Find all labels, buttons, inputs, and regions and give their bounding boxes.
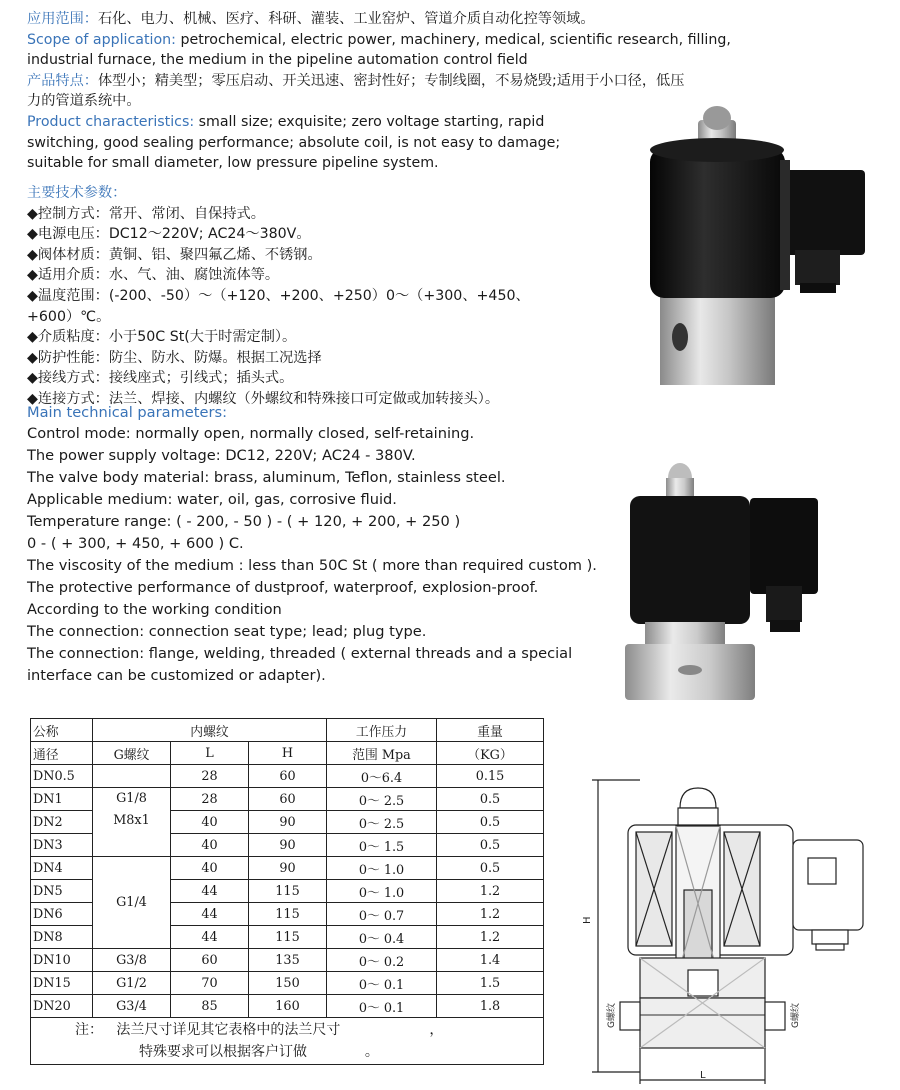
- param-en-item: 0 - ( + 300, + 450, + 600 ) C.: [27, 535, 244, 552]
- scope-cn-label: 应用范围：: [27, 11, 98, 27]
- scope-en-label: Scope of application:: [27, 31, 176, 48]
- cell-l: 44: [171, 903, 249, 926]
- cell-pressure: 0～ 0.2: [327, 949, 437, 972]
- feat-en-text: small size; exquisite; zero voltage starting, rapid: [194, 113, 545, 130]
- cell-weight: 1.2: [437, 903, 544, 926]
- header-l: L: [171, 742, 249, 765]
- header-pressure-1: 工作压力: [327, 719, 437, 742]
- param-cn-item: ◆介质粘度：小于50C St(大于时需定制）。: [27, 329, 297, 346]
- param-en-item: The connection: connection seat type; lead; plug type.: [27, 623, 427, 640]
- param-en-item: The power supply voltage: DC12, 220V; AC24 - 380V.: [27, 447, 416, 464]
- note-line-1: [31, 1019, 543, 1041]
- feat-cn-line: [27, 71, 827, 92]
- table-header-row: [31, 719, 544, 742]
- spec-table: [30, 718, 544, 1065]
- param-cn-item: ◆接线方式：接线座式；引线式；插头式。: [27, 370, 294, 387]
- cell-weight: 1.2: [437, 880, 544, 903]
- cell-pressure: 0～6.4: [327, 765, 437, 788]
- cell-pressure: 0～ 2.5: [327, 788, 437, 811]
- cell-l: 60: [171, 949, 249, 972]
- table-row: [31, 765, 544, 788]
- table-row: [31, 995, 544, 1018]
- note-text-1: 法兰尺寸详见其它表格中的法兰尺寸: [116, 1022, 341, 1038]
- header-g: G螺纹: [93, 742, 171, 765]
- cell-l: 85: [171, 995, 249, 1018]
- note-suffix-1: ，: [429, 1022, 444, 1038]
- param-en-item: The valve body material: brass, aluminum, Teflon, stainless steel.: [27, 469, 506, 486]
- cell-h: 60: [249, 765, 327, 788]
- cell-h: 90: [249, 857, 327, 880]
- note-prefix: 注：: [75, 1022, 103, 1038]
- param-cn-item: ◆连接方式：法兰、焊接、内螺纹（外螺纹和特殊接口可定做或加转接头）。: [27, 390, 500, 407]
- scope-en-text: petrochemical, electric power, machinery, medical, scientific research, filling,: [175, 31, 731, 48]
- cell-g: [93, 765, 171, 788]
- table-row: [31, 972, 544, 995]
- cell-weight: 1.8: [437, 995, 544, 1018]
- cell-g-group: [93, 788, 171, 857]
- cell-l: 40: [171, 811, 249, 834]
- param-en-item: Control mode: normally open, normally closed, self-retaining.: [27, 425, 475, 442]
- scope-en-line: [27, 30, 827, 51]
- cell-weight: 0.15: [437, 765, 544, 788]
- param-en-item: According to the working condition: [27, 601, 282, 618]
- cell-l: 28: [171, 788, 249, 811]
- cell-h: 115: [249, 880, 327, 903]
- param-en-item: The protective performance of dustproof, waterproof, explosion-proof.: [27, 579, 539, 596]
- header-pressure-2: 范围 Mpa: [327, 742, 437, 765]
- cell-dn: DN10: [31, 949, 93, 972]
- note-line-2: [31, 1041, 543, 1063]
- label-l: L: [700, 1070, 706, 1081]
- cell-pressure: 0～ 0.7: [327, 903, 437, 926]
- cell-weight: 1.2: [437, 926, 544, 949]
- valve-photo-small: [600, 458, 860, 703]
- cell-pressure: 0～ 0.1: [327, 972, 437, 995]
- cell-dn: DN5: [31, 880, 93, 903]
- cell-dn: DN2: [31, 811, 93, 834]
- cell-h: 115: [249, 903, 327, 926]
- header-h: H: [249, 742, 327, 765]
- param-cn-item: ◆适用介质：水、气、油、腐蚀流体等。: [27, 267, 280, 284]
- cell-h: 115: [249, 926, 327, 949]
- cell-weight: 0.5: [437, 857, 544, 880]
- cell-h: 160: [249, 995, 327, 1018]
- cell-h: 150: [249, 972, 327, 995]
- header-weight-1: 重量: [437, 719, 544, 742]
- cell-l: 40: [171, 834, 249, 857]
- cell-dn: DN6: [31, 903, 93, 926]
- scope-cn-text: 石化、电力、机械、医疗、科研、灌装、工业窑炉、管道介质自动化控等领域。: [97, 11, 595, 27]
- table-row: [31, 857, 544, 880]
- cell-l: 44: [171, 880, 249, 903]
- cell-weight: 1.5: [437, 972, 544, 995]
- header-weight-2: （KG）: [437, 742, 544, 765]
- label-g-right: G螺纹: [791, 1003, 801, 1028]
- param-cn-item: ◆控制方式：常开、常闭、自保持式。: [27, 205, 265, 222]
- cell-pressure: 0～ 1.5: [327, 834, 437, 857]
- cell-pressure: 0～ 1.0: [327, 880, 437, 903]
- cell-l: 44: [171, 926, 249, 949]
- note-suffix-2: 。: [364, 1044, 379, 1060]
- cell-weight: 0.5: [437, 788, 544, 811]
- label-h: H: [582, 916, 593, 924]
- cell-h: 90: [249, 834, 327, 857]
- header-nominal-2: 通径: [31, 742, 93, 765]
- note-text-2: 特殊要求可以根据客户订做: [139, 1044, 307, 1060]
- param-en-item: interface can be customized or adapter).: [27, 667, 326, 684]
- cell-l: 40: [171, 857, 249, 880]
- valve-section-drawing: [580, 770, 880, 1085]
- cell-l: 28: [171, 765, 249, 788]
- cell-pressure: 0～ 0.4: [327, 926, 437, 949]
- feat-cn-text: 体型小；精美型；零压启动、开关迅速、密封性好；专制线圈，不易烧毁;适用于小口径，低压: [97, 72, 685, 89]
- cell-g: G3/4: [93, 995, 171, 1018]
- table-row: [31, 949, 544, 972]
- cell-weight: 0.5: [437, 811, 544, 834]
- cell-h: 90: [249, 811, 327, 834]
- param-en-item: Temperature range: ( - 200, - 50 ) - ( + 120, + 200, + 250 ): [27, 513, 461, 530]
- scope-cn-line: [27, 9, 827, 30]
- param-cn-item: +600）℃。: [27, 308, 111, 325]
- param-cn-item: ◆防护性能：防尘、防水、防爆。根据工况选择: [27, 349, 322, 366]
- param-cn-item: ◆电源电压：DC12～220V; AC24～380V。: [27, 226, 311, 243]
- param-en-item: The connection: flange, welding, threaded ( external threads and a special: [27, 645, 573, 662]
- cell-pressure: 0～ 1.0: [327, 857, 437, 880]
- header-thread: 内螺纹: [93, 719, 327, 742]
- cell-dn: DN8: [31, 926, 93, 949]
- scope-en-line-2: industrial furnace, the medium in the pipeline automation control field: [27, 52, 528, 69]
- cell-dn: DN3: [31, 834, 93, 857]
- cell-dn: DN1: [31, 788, 93, 811]
- cell-weight: 1.4: [437, 949, 544, 972]
- feat-en-label: Product characteristics:: [27, 113, 195, 130]
- feat-cn-label: 产品特点：: [27, 72, 98, 89]
- param-en-item: Applicable medium: water, oil, gas, corrosive fluid.: [27, 491, 397, 508]
- param-en-item: The viscosity of the medium : less than 50C St ( more than required custom ).: [27, 557, 597, 574]
- cell-h: 60: [249, 788, 327, 811]
- cell-g-value: G1/8: [116, 791, 147, 806]
- cell-l: 70: [171, 972, 249, 995]
- header-nominal-1: 公称: [31, 719, 93, 742]
- params-cn-title: 主要技术参数：: [27, 185, 127, 201]
- cell-weight: 0.5: [437, 834, 544, 857]
- table-note-row: [31, 1018, 544, 1065]
- cell-pressure: 0～ 0.1: [327, 995, 437, 1018]
- cell-dn: DN0.5: [31, 765, 93, 788]
- table-row: [31, 788, 544, 811]
- cell-g-value: M8x1: [113, 813, 150, 828]
- label-g-left: G螺纹: [607, 1003, 617, 1028]
- cell-dn: DN15: [31, 972, 93, 995]
- table-note: [31, 1018, 544, 1065]
- cell-g: G1/2: [93, 972, 171, 995]
- cell-dn: DN20: [31, 995, 93, 1018]
- feat-cn-line-2: 力的管道系统中。: [27, 93, 141, 110]
- valve-photo-large: [610, 100, 885, 390]
- cell-g: G3/8: [93, 949, 171, 972]
- cell-dn: DN4: [31, 857, 93, 880]
- cell-pressure: 0～ 2.5: [327, 811, 437, 834]
- feat-en-line-2: switching, good sealing performance; absolute coil, is not easy to damage;: [27, 134, 561, 151]
- params-en-title: Main technical parameters:: [27, 404, 227, 421]
- cell-h: 135: [249, 949, 327, 972]
- param-cn-item: ◆阀体材质：黄铜、铝、聚四氟乙烯、不锈钢。: [27, 246, 322, 263]
- feat-en-line-3: suitable for small diameter, low pressure pipeline system.: [27, 155, 439, 172]
- cell-g: G1/4: [93, 857, 171, 949]
- param-cn-item: ◆温度范围：(-200、-50）～（+120、+200、+250）0～（+300、+450、: [27, 287, 530, 304]
- table-header-row: [31, 742, 544, 765]
